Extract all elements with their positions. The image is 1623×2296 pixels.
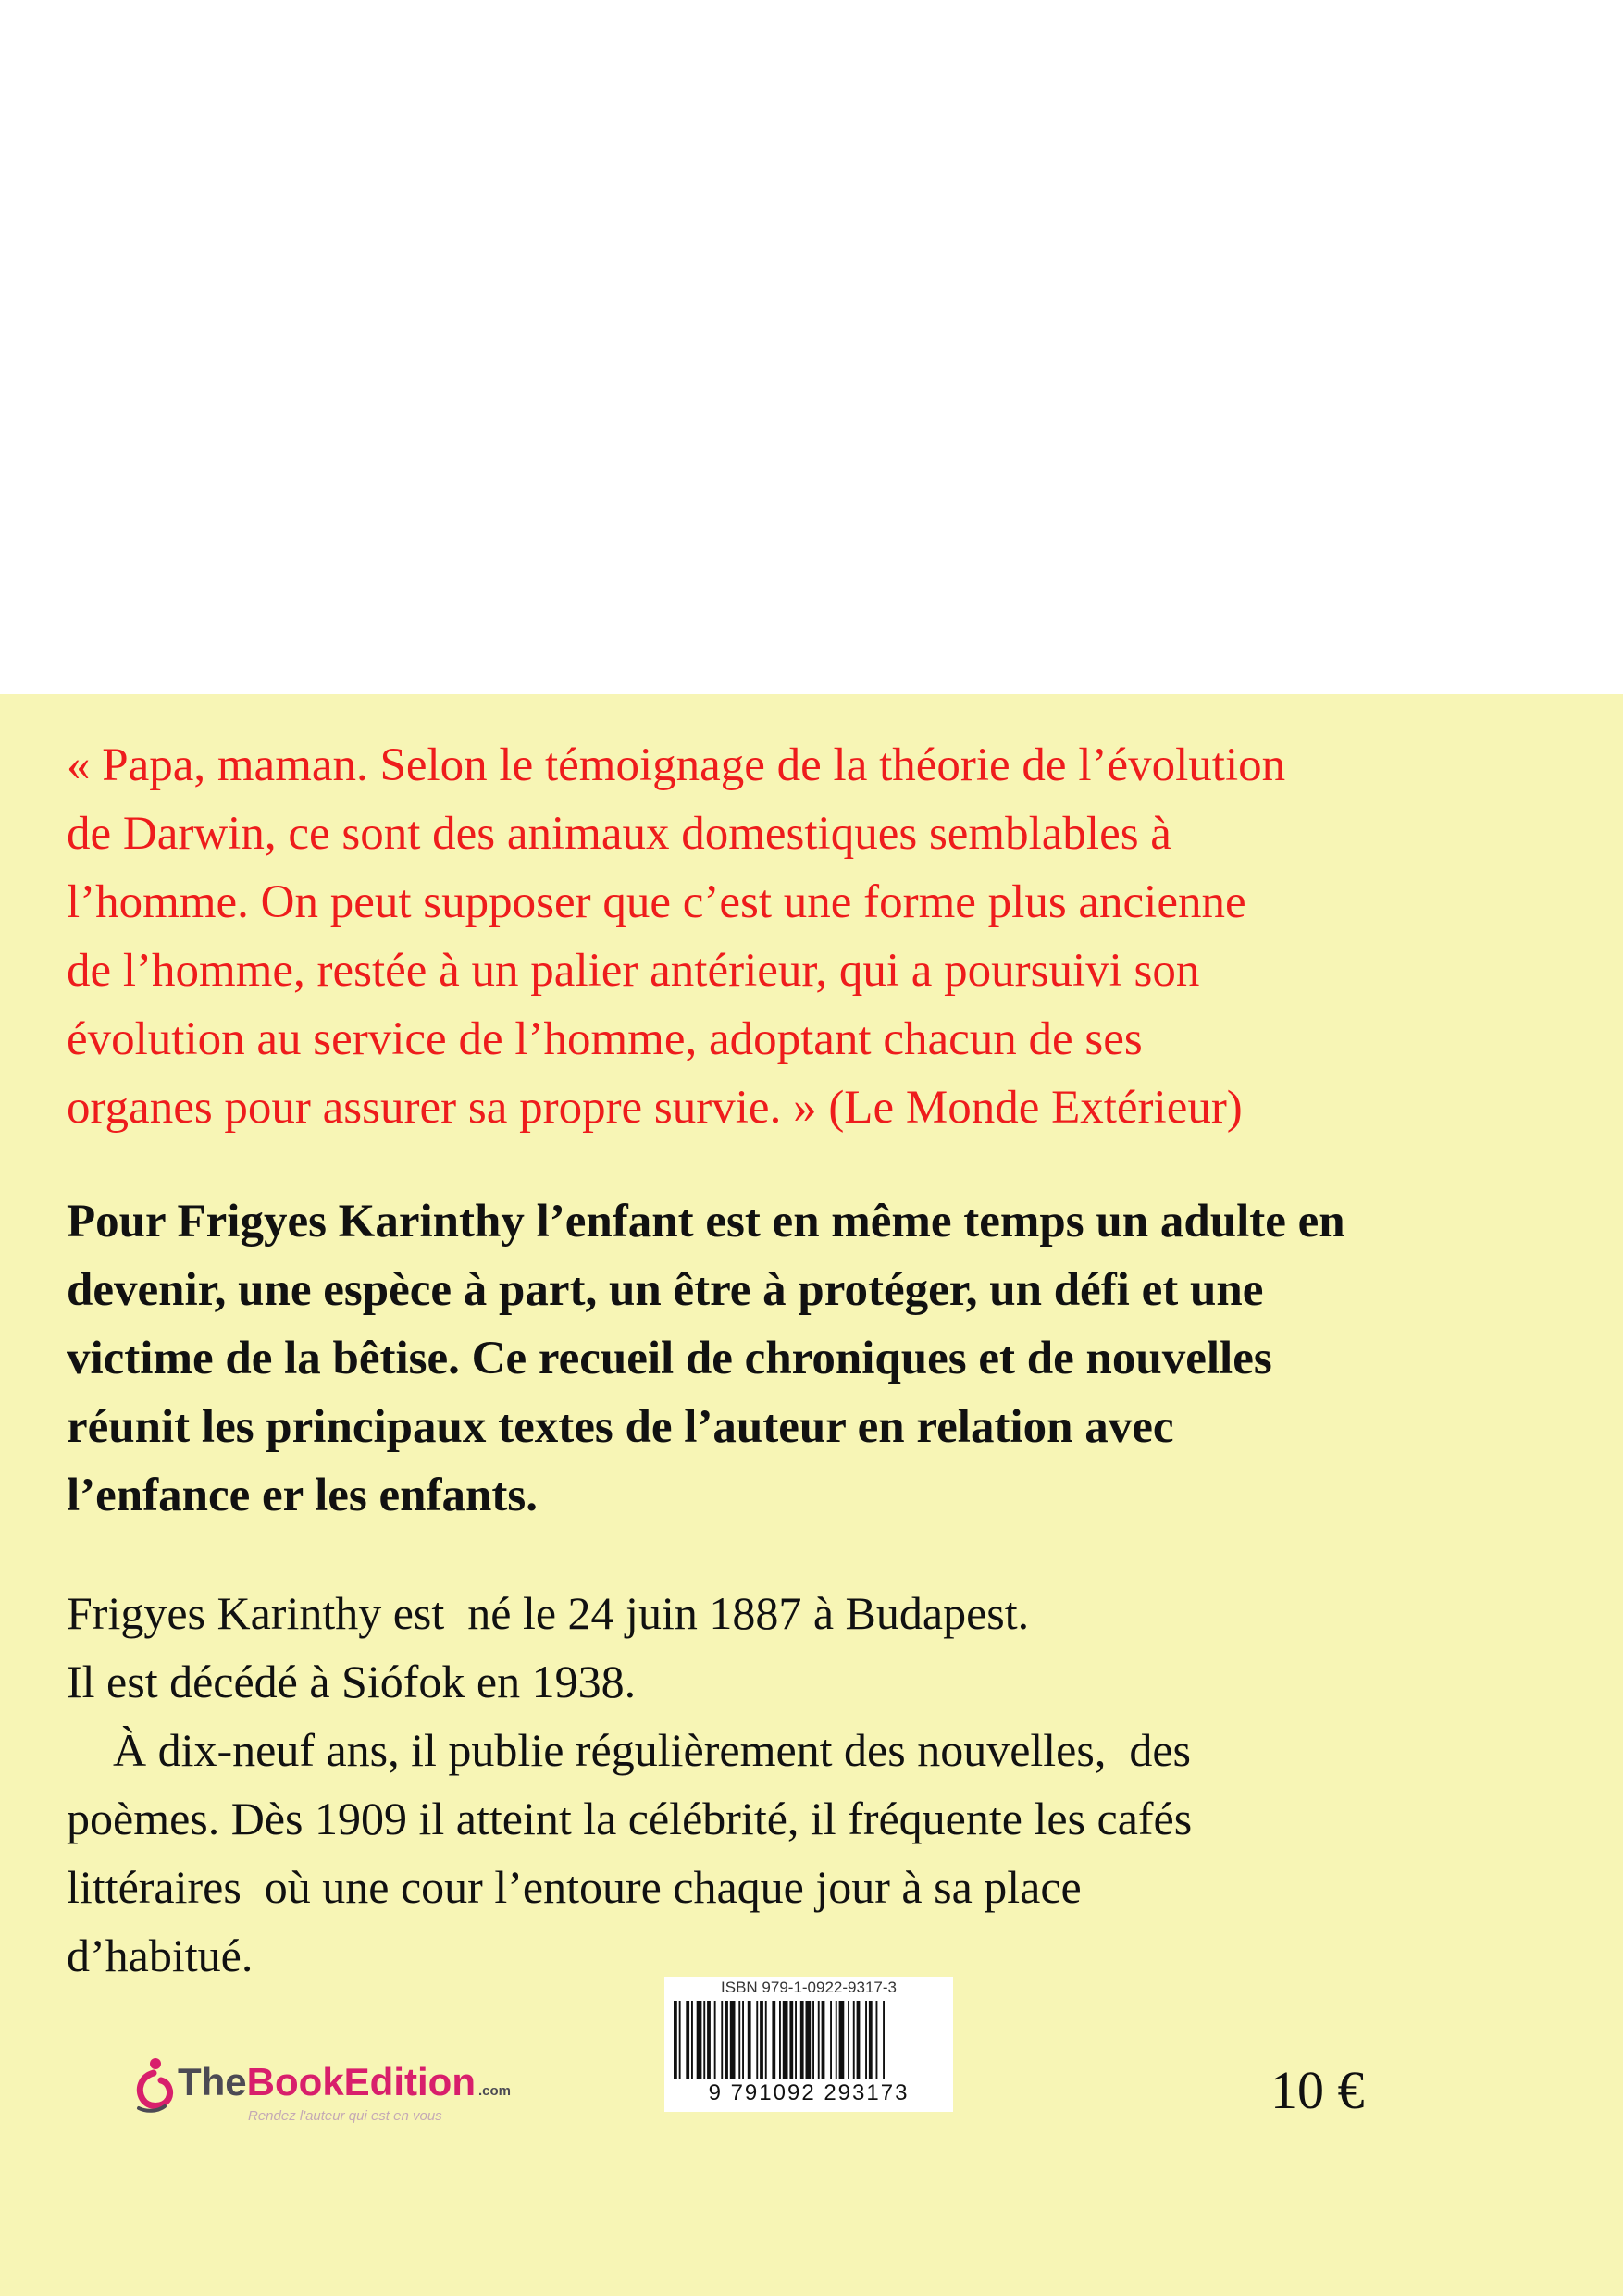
excerpt-quote: [67, 731, 1584, 1142]
quote-line: « Papa, maman. Selon le témoignage de la théorie de l’évolution: [67, 739, 1286, 791]
blank-top-area: [0, 0, 1623, 694]
summary-line: Pour Frigyes Karinthy l’enfant est en même temps un adulte en: [67, 1196, 1345, 1247]
quote-line: évolution au service de l’homme, adoptant chacun de ses: [67, 1013, 1143, 1065]
isbn-barcode: [664, 1977, 953, 2112]
summary-line: devenir, une espèce à part, un être à protéger, un défi et une: [67, 1264, 1264, 1316]
publisher-logo: [130, 2053, 518, 2130]
publisher-name-part1: The: [178, 2060, 247, 2104]
publisher-name-part2: BookEdition: [246, 2060, 476, 2104]
publisher-domain-suffix: .com: [477, 2083, 511, 2099]
publisher-name: [178, 2060, 511, 2104]
bio-line: d’habitué.: [67, 1930, 254, 1981]
bio-line: littéraires où une cour l’entoure chaque jour à sa place: [67, 1861, 1082, 1913]
bio-line: Frigyes Karinthy est né le 24 juin 1887 à Budapest.: [67, 1587, 1030, 1639]
bio-line: À dix-neuf ans, il publie régulièrement des nouvelles, des: [67, 1724, 1191, 1776]
book-price: 10 €: [1270, 2060, 1365, 2120]
quote-line: l’homme. On peut supposer que c’est une forme plus ancienne: [67, 876, 1246, 928]
publisher-tagline: Rendez l'auteur qui est en vous: [248, 2108, 442, 2124]
barcode-bars: [672, 2001, 946, 2079]
barcode-digits: 9 791092 293173: [708, 2080, 910, 2105]
summary-line: l’enfance er les enfants.: [67, 1470, 538, 1521]
quote-line: de Darwin, ce sont des animaux domestiques semblables à: [67, 808, 1171, 860]
summary-line: victime de la bêtise. Ce recueil de chroniques et de nouvelles: [67, 1333, 1272, 1384]
book-summary: [67, 1187, 1584, 1530]
bio-line: poèmes. Dès 1909 il atteint la célébrité, il fréquente les cafés: [67, 1793, 1193, 1844]
bio-line: Il est décédé à Siófok en 1938.: [67, 1656, 637, 1707]
summary-line: réunit les principaux textes de l’auteur en relation avec: [67, 1401, 1174, 1453]
quote-line: organes pour assurer sa propre survie. » (Le Monde Extérieur): [67, 1082, 1243, 1134]
publisher-logo-icon: [130, 2056, 176, 2114]
isbn-label: ISBN 979-1-0922-9317-3: [721, 1979, 897, 1996]
quote-line: de l’homme, restée à un palier antérieur, qui a poursuivi son: [67, 945, 1200, 997]
author-biography: [67, 1579, 1584, 1990]
